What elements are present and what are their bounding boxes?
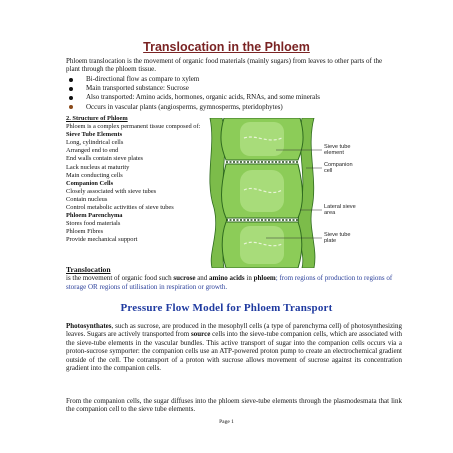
intro-paragraph: Phloem translocation is the movement of organic food materials (mainly sugars) from leaves to other parts of the plant through the phloem tissue. [66,57,383,74]
feature-list [66,75,396,112]
paragraph: From the companion cells, the sugar diffuses into the phloem sieve-tube elements through the plasmodesmata that link the companion cell to the sieve tube elements. [66,397,402,414]
list-item: End walls contain sieve plates [66,155,144,163]
list-item: Also transported: Amino acids, hormones, organic acids, RNAs, and some minerals [66,93,396,102]
list-item: Bi-directional flow as compare to xylem [66,75,396,84]
list-item: Occurs in vascular plants (angiosperms, gymnosperms, pteridophytes) [66,103,396,112]
label-sieve-tube-plate: Sieve tube plate [324,232,351,244]
subheading-parenchyma: Phloem Parenchyma [66,212,123,220]
label-lateral-sieve-area: Lateral sieve area [324,204,356,216]
bullet-icon [69,96,73,100]
bullet-icon [69,105,73,109]
page-number: Page 1 [219,419,234,425]
list-item: Provide mechanical support [66,236,138,244]
list-item: Closely associated with sieve tubes [66,187,157,195]
section-heading: 2. Structure of Phloem [66,115,128,122]
section-title: Pressure Flow Model for Phloem Transport [120,302,333,314]
cell-lumen [240,170,284,212]
label-companion-cell: Companion cell [324,162,353,174]
list-item: Long, cylindrical cells [66,139,124,147]
structure-section [66,115,206,245]
section-description: Phloem is a complex permanent tissue composed of: [66,123,201,131]
page-title: Translocation in the Phloem [143,40,310,54]
list-item: Phloem Fibres [66,228,104,236]
cell-lumen [240,122,284,156]
bullet-icon [69,78,73,82]
paragraph: Photosynthates, such as sucrose, are produced in the mesophyll cells (a type of parenchyma cell) of photosynthesizing leaves. Sugars are actively transported from source cells into the sieve-tube companion cells, which are associated with the sieve-tube elements in the vascular bundles. This active transport of sugar into the companion cells occurs via a proton-sucrose symporter: the companion cells use an ATP-powered proton pump to create an electrochemical gradient outside of the cell. The cotransport of a proton with sucrose allows movement of sucrose against its concentration gradient into the companion cells. [66,322,403,373]
translocation-definition: is the movement of organic food such sucrose and amino acids in phloem; from regions of production to regions of storage OR regions of utilisation in respiration or growth. [66,274,393,291]
label-sieve-tube-element: Sieve tube element [324,144,351,156]
list-item: Stores food materials [66,220,121,228]
list-item: Main transported substance: Sucrose [66,84,396,93]
section-heading: Translocation [66,265,111,274]
translocation-section [66,266,402,291]
list-item: Lack nucleus at maturity [66,163,130,171]
list-item: Main conducting cells [66,171,123,179]
bullet-icon [69,87,73,91]
cell-lumen [240,226,284,264]
subheading-sieve-tube: Sieve Tube Elements [66,131,123,139]
list-item: Contain nucleus [66,195,108,203]
list-item: Arranged end to end [66,147,119,155]
subheading-companion: Companion Cells [66,179,114,187]
phloem-diagram [206,118,381,268]
list-item: Control metabolic activities of sieve tubes [66,204,174,212]
